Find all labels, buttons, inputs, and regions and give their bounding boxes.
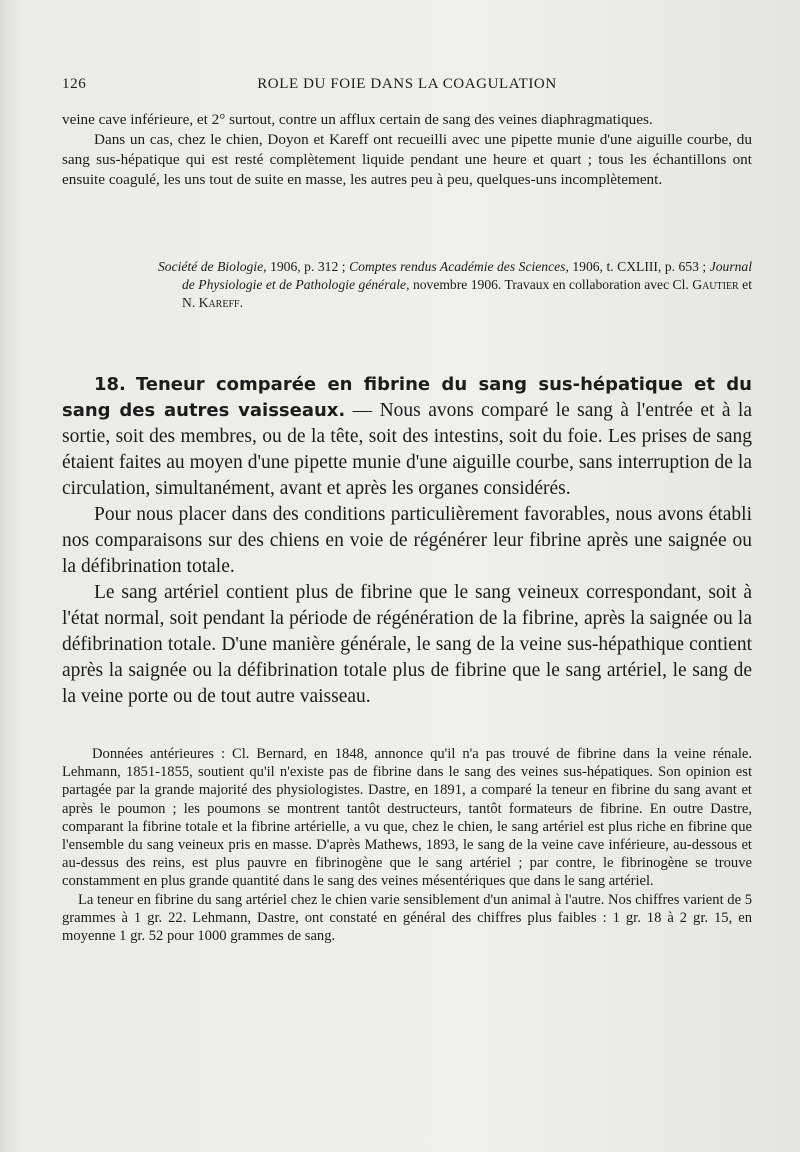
section-title: Teneur comparée en fibrine du sang sus-hépatique et du sang des autres vaisseaux. [62, 374, 752, 421]
ref-journal-2: Comptes rendus Académie des Sciences [349, 259, 566, 274]
intro-text [62, 110, 752, 190]
section-paragraph-1-text: — Nous avons comparé le sang à l'entrée et à la sortie, soit des membres, ou de la tête, soit des intestins, soit du foie. Les prises de sang étaient faites au moyen d'une pipette munie d'une aiguille courbe, sans interruption de la circulation, simultanément, avant et après les organes considérés. [62, 400, 753, 499]
section-number: 18. [94, 374, 126, 395]
page-number: 126 [62, 76, 87, 92]
ref-citation-2: , 1906, t. CXLIII, p. 653 ; [565, 259, 710, 274]
small-print-notes [62, 745, 752, 945]
page-header [62, 76, 752, 96]
notes-paragraph-2: La teneur en fibrine du sang artériel chez le chien varie sensiblement d'un animal à l'autre. Nos chiffres varient de 5 grammes à 1 gr. 22. Lehmann, Dastre, ont constaté en général des chiffres plus faibles : 1 gr. 18 à 2 gr. 15, en moyenne 1 gr. 52 pour 1000 grammes de sang. [62, 891, 752, 945]
ref-citation-1: , 1906, p. 312 ; [263, 259, 350, 274]
ref-end: . [239, 295, 243, 310]
ref-journal-3: Journal de Physiologie et de Pathologie générale [182, 259, 753, 292]
section-paragraph-1 [62, 372, 752, 502]
ref-journal-1: Société de Biologie [158, 259, 264, 274]
ref-author-gautier: Gautier [692, 277, 739, 292]
intro-paragraph-2: Dans un cas, chez le chien, Doyon et Kareff ont recueilli avec une pipette munie d'une aiguille courbe, du sang sus-hépatique qui est resté complètement liquide pendant une heure et quart ; tous les échantillons ont ensuite coagulé, les uns tout de suite en masse, les autres peu à peu, quelques-uns incomplètement. [62, 131, 752, 188]
ref-author-kareff: Kareff [198, 295, 240, 310]
ref-citation-3: , novembre 1906. Travaux en collaboration avec Cl. [406, 277, 693, 292]
section-paragraph-2: Pour nous placer dans des conditions particulièrement favorables, nous avons établi nos comparaisons sur des chiens en voie de régénérer leur fibrine après une saignée ou la défibrination totale. [62, 504, 752, 577]
section-18 [62, 372, 752, 710]
reference-note [158, 258, 752, 312]
notes-paragraph-1: Données antérieures : Cl. Bernard, en 1848, annonce qu'il n'a pas trouvé de fibrine dans la veine rénale. Lehmann, 1851-1855, soutient qu'il n'existe pas de fibrine dans le sang des veines sus-hépatiques. Son opinion est partagée par la grande majorité des physiologistes. Dastre, en 1891, a comparé la teneur en fibrine du sang avant et après le poumon ; les poumons se montrent tantôt destructeurs, tantôt formateurs de fibrine. En outre Dastre, comparant la fibrine totale et la fibrine artérielle, a vu que, chez le chien, le sang artériel est plus riche en fibrine que l'ensemble du sang veineux pris en masse. D'après Mathews, 1893, le sang de la veine cave inférieure, au-dessous et au-dessus des reins, est plus pauvre en fibrinogène que le sang artériel ; par contre, le fibrinogène se trouve constamment en plus grande quantité dans le sang des veines mésentériques que dans le sang artériel. [62, 746, 752, 890]
reference-line [158, 258, 752, 312]
ref-connector: et N. [182, 277, 752, 310]
running-title: ROLE DU FOIE DANS LA COAGULATION [257, 76, 557, 92]
section-paragraph-3: Le sang artériel contient plus de fibrine que le sang veineux correspondant, soit à l'état normal, soit pendant la période de régénération de la fibrine, après la saignée ou la défibrination totale. D'une manière générale, le sang de la veine sus-hépathique contient après la saignée ou la défibrination totale plus de fibrine que le sang artériel, le sang de la veine porte ou de tout autre vaisseau. [62, 582, 752, 707]
intro-paragraph-1: veine cave inférieure, et 2° surtout, contre un afflux certain de sang des veines diaphragmatiques. [62, 111, 653, 128]
